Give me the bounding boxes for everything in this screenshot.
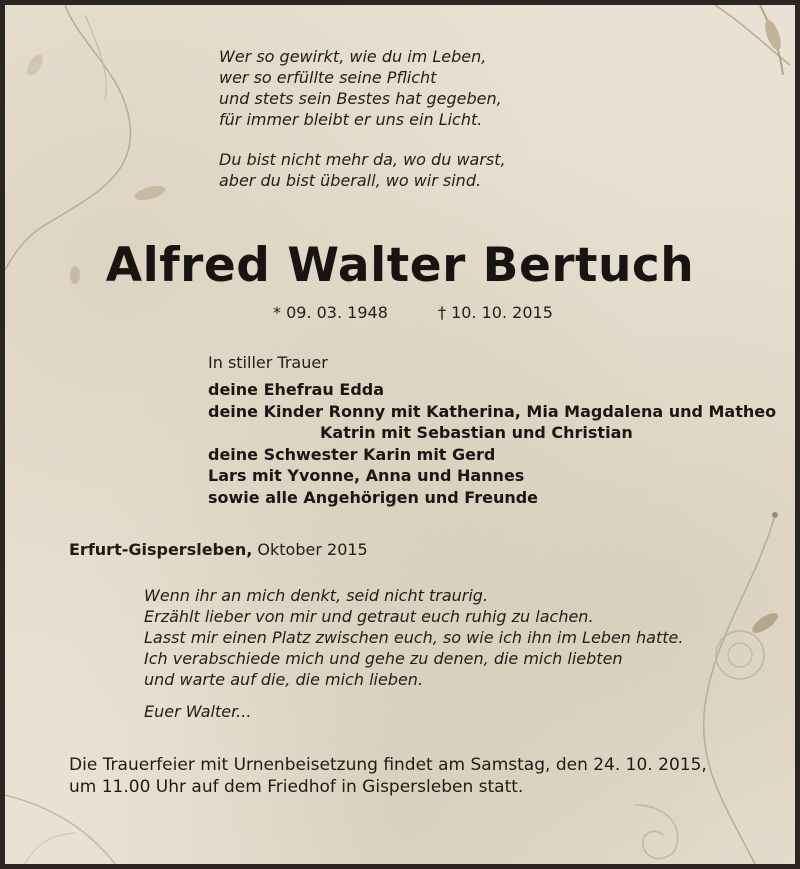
mourner-line: sowie alle Angehörigen und Freunde bbox=[208, 487, 539, 507]
verse-line: für immer bleibt er uns ein Licht. bbox=[219, 110, 483, 129]
funeral-info bbox=[69, 754, 707, 798]
mourning-intro: In stiller Trauer bbox=[208, 353, 328, 372]
mourner-line: deine Kinder Ronny mit Katherina, Mia Magdalena und Matheo bbox=[208, 401, 777, 421]
verse-line: wer so erfüllte seine Pflicht bbox=[219, 68, 437, 87]
mourner-line: deine Schwester Karin mit Gerd bbox=[208, 444, 496, 464]
verse-line: und warte auf die, die mich lieben. bbox=[144, 670, 424, 689]
place-city: Erfurt-Gispersleben, bbox=[69, 540, 253, 559]
verse-line: aber du bist überall, wo wir sind. bbox=[219, 171, 482, 190]
opening-verse-2 bbox=[219, 149, 506, 191]
birth-date: * 09. 03. 1948 bbox=[273, 303, 388, 322]
verse-line: Du bist nicht mehr da, wo du warst, bbox=[219, 150, 506, 169]
closing-verse bbox=[144, 585, 683, 690]
place-and-date bbox=[69, 540, 368, 559]
verse-line: Ich verabschiede mich und gehe zu denen, die mich liebten bbox=[144, 649, 623, 668]
floral-ornament-top-right bbox=[685, 5, 795, 125]
funeral-line: um 11.00 Uhr auf dem Friedhof in Gispersleben statt. bbox=[69, 777, 524, 797]
funeral-line: Die Trauerfeier mit Urnenbeisetzung findet am Samstag, den 24. 10. 2015, bbox=[69, 755, 707, 775]
mourners-list bbox=[208, 379, 776, 508]
mourner-line: deine Ehefrau Edda bbox=[208, 380, 385, 399]
deceased-name: Alfred Walter Bertuch bbox=[105, 238, 695, 293]
death-date: † 10. 10. 2015 bbox=[438, 303, 553, 322]
place-date: Oktober 2015 bbox=[257, 540, 368, 559]
verse-line: Wer so gewirkt, wie du im Leben, bbox=[219, 47, 487, 66]
verse-line: Erzählt lieber von mir und getraut euch ruhig zu lachen. bbox=[144, 607, 594, 626]
verse-line: und stets sein Bestes hat gegeben, bbox=[219, 89, 502, 108]
verse-line: Lasst mir einen Platz zwischen euch, so wie ich ihn im Leben hatte. bbox=[144, 628, 684, 647]
signature: Euer Walter... bbox=[144, 702, 252, 721]
mourner-line: Katrin mit Sebastian und Christian bbox=[320, 423, 633, 442]
verse-line: Wenn ihr an mich denkt, seid nicht traurig. bbox=[144, 586, 489, 605]
opening-verse bbox=[219, 46, 502, 130]
mourner-line: Lars mit Yvonne, Anna und Hannes bbox=[208, 466, 525, 485]
obituary-notice bbox=[5, 5, 795, 864]
